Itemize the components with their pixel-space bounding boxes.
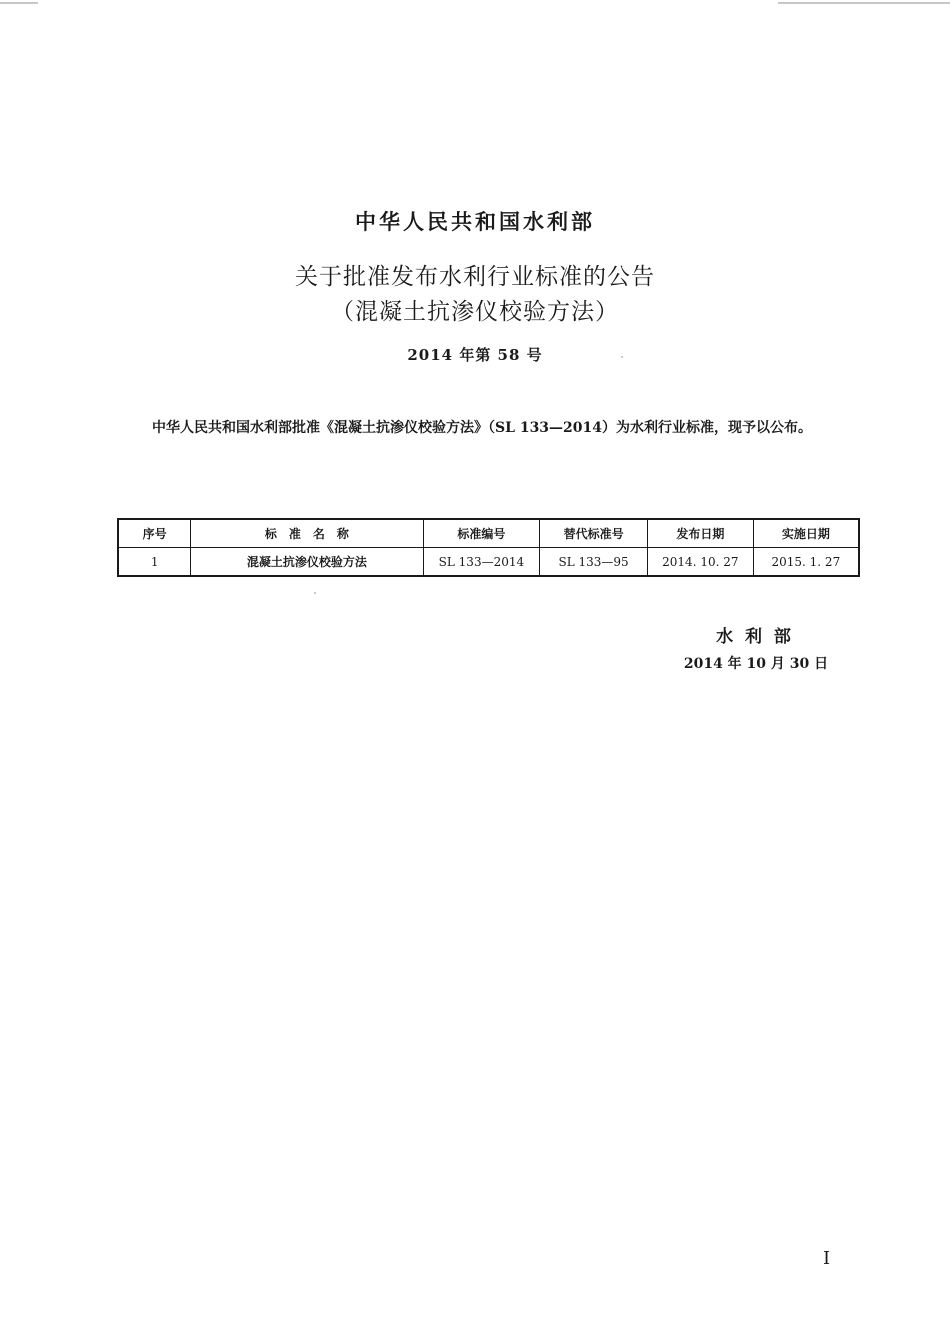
header-publish-date: 发布日期 [647, 519, 753, 548]
cell-standard-name: 混凝土抗渗仪校验方法 [191, 548, 423, 577]
issue-number: 2014 年第 58 号 [407, 346, 543, 364]
table-header-row [118, 519, 859, 548]
header-standard-name: 标 准 名 称 [191, 519, 423, 548]
announcement-title: 关于批准发布水利行业标准的公告 [295, 264, 655, 290]
header-serial: 序号 [118, 519, 191, 548]
issuing-organization: 中华人民共和国水利部 [355, 209, 595, 234]
scan-artifact-right [778, 2, 950, 4]
cell-standard-number: SL 133—2014 [423, 548, 540, 577]
cell-replaced-number: SL 133—95 [540, 548, 648, 577]
table-row [118, 548, 859, 577]
header-effective-date: 实施日期 [753, 519, 859, 548]
header-replaced-number: 替代标准号 [540, 519, 648, 548]
scan-artifact-left [0, 2, 38, 4]
page-number: I [823, 1248, 831, 1269]
cell-publish-date: 2014. 10. 27 [647, 548, 753, 577]
announcement-subtitle: （混凝土抗渗仪校验方法） [331, 299, 619, 325]
header-standard-number: 标准编号 [423, 519, 540, 548]
cell-serial: 1 [118, 548, 191, 577]
cell-effective-date: 2015. 1. 27 [753, 548, 859, 577]
standards-table [117, 518, 860, 577]
scan-speck [314, 592, 316, 594]
signature-organization: 水 利 部 [716, 627, 794, 647]
signature-date: 2014 年 10 月 30 日 [683, 656, 829, 672]
announcement-paragraph: 中华人民共和国水利部批准《混凝土抗渗仪校验方法》（SL 133—2014）为水利行业标准，现予以公布。 [152, 420, 813, 436]
